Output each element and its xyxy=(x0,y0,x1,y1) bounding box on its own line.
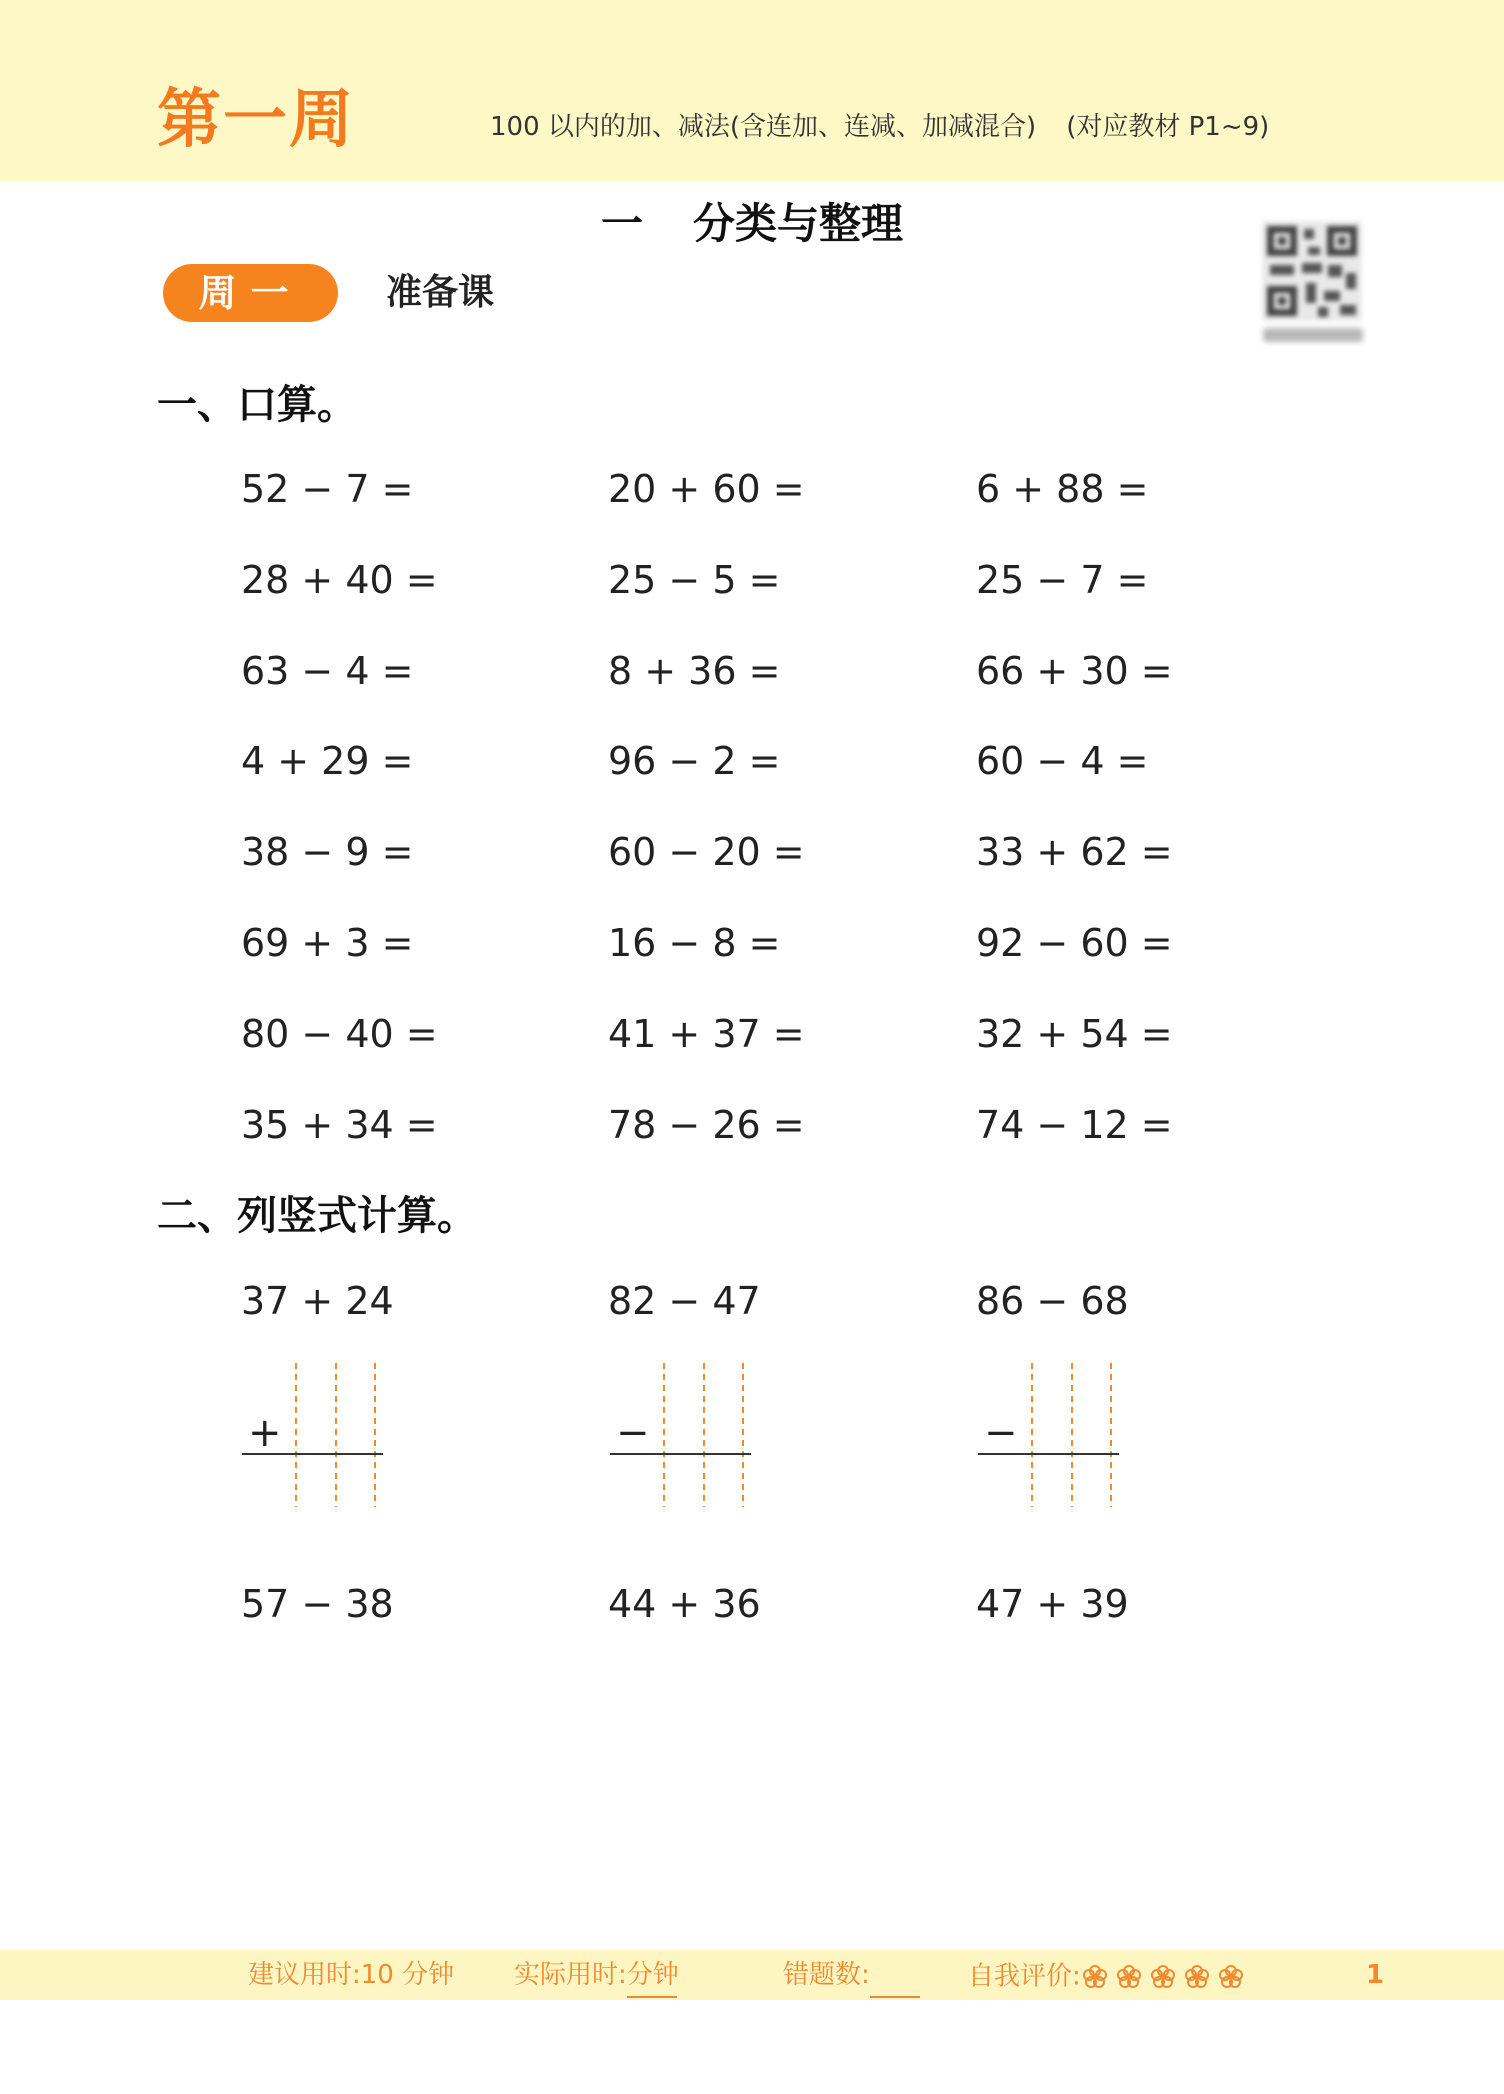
problem: 66 + 30 = xyxy=(976,649,1173,693)
problem: 35 + 34 = xyxy=(241,1103,438,1147)
problem: 25 − 5 = xyxy=(608,558,781,602)
topic-text: 100 以内的加、减法(含连加、连减、加减混合) xyxy=(490,112,1037,142)
problem: 52 − 7 = xyxy=(241,467,414,511)
problem: 63 − 4 = xyxy=(241,649,414,693)
actual-time-unit: 分钟 xyxy=(626,1960,679,1990)
vertical-problem: 57 − 38 xyxy=(241,1582,394,1626)
flower-rating[interactable] xyxy=(1081,1962,1251,1992)
vertical-calc-guide[interactable] xyxy=(976,1360,1126,1510)
week-title: 第一周 xyxy=(157,83,355,157)
problem: 60 − 20 = xyxy=(608,830,805,874)
problem: 4 + 29 = xyxy=(241,739,414,783)
qr-caption xyxy=(1263,328,1363,342)
problem: 41 + 37 = xyxy=(608,1012,805,1056)
problem: 6 + 88 = xyxy=(976,467,1149,511)
self-eval-label: 自我评价: xyxy=(968,1961,1081,1992)
problem: 60 − 4 = xyxy=(976,739,1149,783)
header-band xyxy=(0,0,1504,181)
minus-sign: − xyxy=(616,1410,650,1456)
flower-icon xyxy=(1118,1966,1140,1987)
actual-time-blank[interactable] xyxy=(627,1974,677,1998)
minus-sign: − xyxy=(984,1410,1018,1456)
vertical-problem: 82 − 47 xyxy=(608,1279,761,1323)
plus-sign: + xyxy=(248,1410,282,1456)
problem: 32 + 54 = xyxy=(976,1012,1173,1056)
section-oral-title: 一、口算。 xyxy=(157,382,357,428)
problem: 96 − 2 = xyxy=(608,739,781,783)
unit-name: 分类与整理 xyxy=(693,199,904,248)
self-evaluation xyxy=(968,1962,1251,1992)
problem: 28 + 40 = xyxy=(241,558,438,602)
error-count xyxy=(783,1962,870,1988)
vertical-problem: 37 + 24 xyxy=(241,1279,394,1323)
section-vertical-title: 二、列竖式计算。 xyxy=(157,1193,477,1239)
problem: 25 − 7 = xyxy=(976,558,1149,602)
actual-time-label: 实际用时: xyxy=(514,1960,627,1990)
day-badge: 周一 xyxy=(163,264,338,322)
textbook-reference: (对应教材 P1~9) xyxy=(1066,112,1270,142)
problem: 20 + 60 = xyxy=(608,467,805,511)
actual-time xyxy=(514,1962,679,1988)
flower-icon xyxy=(1152,1966,1174,1987)
problem: 92 − 60 = xyxy=(976,921,1173,965)
vertical-problem: 44 + 36 xyxy=(608,1582,761,1626)
problem: 78 − 26 = xyxy=(608,1103,805,1147)
problem: 74 − 12 = xyxy=(976,1103,1173,1147)
problem: 33 + 62 = xyxy=(976,830,1173,874)
flower-icon xyxy=(1084,1966,1106,1987)
flower-icon xyxy=(1220,1966,1242,1987)
error-count-label: 错题数: xyxy=(783,1960,870,1990)
lesson-title: 准备课 xyxy=(386,272,495,313)
vertical-calc-guide[interactable] xyxy=(240,1360,390,1510)
problem: 38 − 9 = xyxy=(241,830,414,874)
vertical-calc-guide[interactable] xyxy=(608,1360,758,1510)
problem: 16 − 8 = xyxy=(608,921,781,965)
vertical-problem: 86 − 68 xyxy=(976,1279,1129,1323)
suggested-time: 建议用时:10 分钟 xyxy=(248,1960,455,1990)
unit-number: 一 xyxy=(600,199,643,248)
qr-code-icon[interactable] xyxy=(1262,221,1362,321)
page-number: 1 xyxy=(1366,1960,1385,1990)
flower-icon xyxy=(1186,1966,1208,1987)
problem: 69 + 3 = xyxy=(241,921,414,965)
problem: 80 − 40 = xyxy=(241,1012,438,1056)
footer-band xyxy=(0,1950,1504,2000)
error-count-blank[interactable] xyxy=(870,1974,920,1998)
vertical-problem: 47 + 39 xyxy=(976,1582,1129,1626)
problem: 8 + 36 = xyxy=(608,649,781,693)
week-topic xyxy=(490,114,1269,140)
